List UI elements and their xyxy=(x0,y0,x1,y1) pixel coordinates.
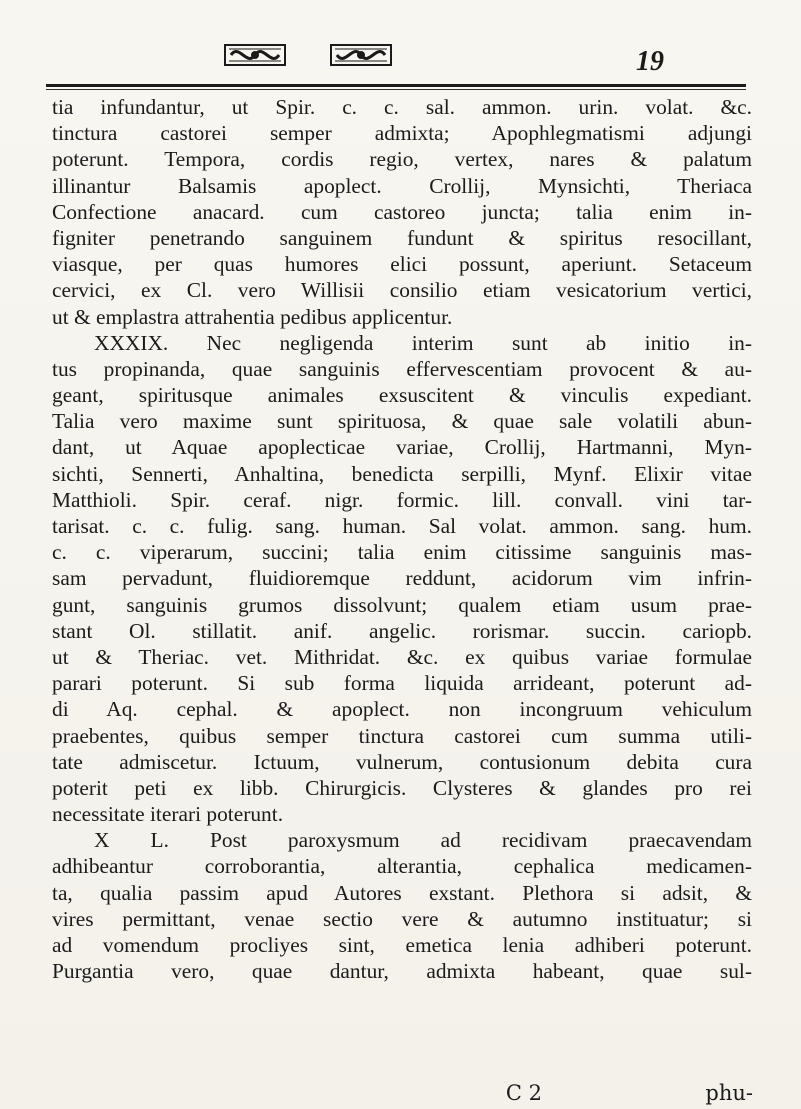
text-line: vires permittant, venae sectio vere & autumno instituatur; si xyxy=(52,906,752,931)
fleuron-ornament-left xyxy=(222,38,287,72)
catchword: phu- xyxy=(705,1081,753,1105)
text-line: Confectione anacard. cum castoreo juncta; talia enim in- xyxy=(52,199,752,224)
text-line: c. c. viperarum, succini; talia enim citissime sanguinis mas- xyxy=(52,540,752,565)
text-line: X L. Post paroxysmum ad recidivam praecavendam xyxy=(94,828,752,853)
text-line: tia infundantur, ut Spir. c. c. sal. ammon. urin. volat. &c. xyxy=(52,95,752,119)
text-line: ut & emplastra attrahentia pedibus applicentur. xyxy=(52,304,453,329)
signature-mark: C 2 xyxy=(505,1081,543,1105)
text-line: necessitate iterari poterunt. xyxy=(52,802,284,827)
text-line: tus propinanda, quae sanguinis effervescentiam provocent & au- xyxy=(52,356,752,381)
fleuron-icon xyxy=(329,39,393,71)
text-line: ad vomendum procliyes sint, emetica lenia adhiberi poterunt. xyxy=(52,933,752,957)
text-line: sichti, Sennerti, Anhaltina, benedicta serpilli, Mynf. Elixir vitae xyxy=(52,461,752,486)
text-line: tate admiscetur. Ictuum, vulnerum, contusionum debita cura xyxy=(52,749,752,774)
text-line: adhibeantur corroborantia, alterantia, cephalica medicamen- xyxy=(52,854,752,879)
body-text xyxy=(52,94,752,984)
text-line: viasque, per quas humores elici possunt, aperiunt. Setaceum xyxy=(52,252,752,277)
text-line: ut & Theriac. vet. Mithridat. &c. ex quibus variae formulae xyxy=(52,644,752,669)
text-line: tinctura castorei semper admixta; Apophlegmatismi adjungi xyxy=(52,121,752,146)
page-header xyxy=(222,38,662,88)
text-line: di Aq. cephal. & apoplect. non incongruum vehiculum xyxy=(52,697,752,722)
fleuron-ornament-right xyxy=(328,38,393,72)
text-line: gunt, sanguinis grumos dissolvunt; qualem etiam usum prae- xyxy=(52,592,752,617)
text-line: ta, qualia passim apud Autores exstant. Plethora si adsit, & xyxy=(52,880,752,905)
text-line: Matthioli. Spir. ceraf. nigr. formic. lill. convall. vini tar- xyxy=(52,487,752,512)
page-footer xyxy=(506,1081,753,1105)
header-rule-thin xyxy=(46,89,746,90)
text-line: geant, spiritusque animales exsuscitent & vinculis expediant. xyxy=(52,383,752,408)
text-line: dant, ut Aquae apoplecticae variae, Crollij, Hartmanni, Myn- xyxy=(52,435,752,460)
text-line: figniter penetrando sanguinem fundunt & spiritus resocillant, xyxy=(52,225,752,250)
text-line: poterunt. Tempora, cordis regio, vertex, nares & palatum xyxy=(52,147,752,172)
page-number: 19 xyxy=(636,46,664,77)
text-line: parari poterunt. Si sub forma liquida arrideant, poterunt ad- xyxy=(52,671,752,696)
text-line: tarisat. c. c. fulig. sang. human. Sal volat. ammon. sang. hum. xyxy=(52,514,752,538)
fleuron-icon xyxy=(223,39,287,71)
header-rule xyxy=(46,84,746,87)
text-line: Purgantia vero, quae dantur, admixta habeant, quae sul- xyxy=(52,959,752,984)
text-line: sam pervadunt, fluidioremque reddunt, acidorum vim infrin- xyxy=(52,566,752,591)
text-line: stant Ol. stillatit. anif. angelic. rorismar. succin. cariopb. xyxy=(52,618,752,643)
text-line: cervici, ex Cl. vero Willisii consilio etiam vesicatorium vertici, xyxy=(52,278,752,303)
text-line: poterit peti ex libb. Chirurgicis. Clysteres & glandes pro rei xyxy=(52,775,752,800)
text-line: Talia vero maxime sunt spirituosa, & quae sale volatili abun- xyxy=(52,409,752,434)
text-line: illinantur Balsamis apoplect. Crollij, Mynsichti, Theriaca xyxy=(52,173,752,198)
text-line: XXXIX. Nec negligenda interim sunt ab initio in- xyxy=(94,330,752,355)
text-line: praebentes, quibus semper tinctura castorei cum summa utili- xyxy=(52,723,752,748)
